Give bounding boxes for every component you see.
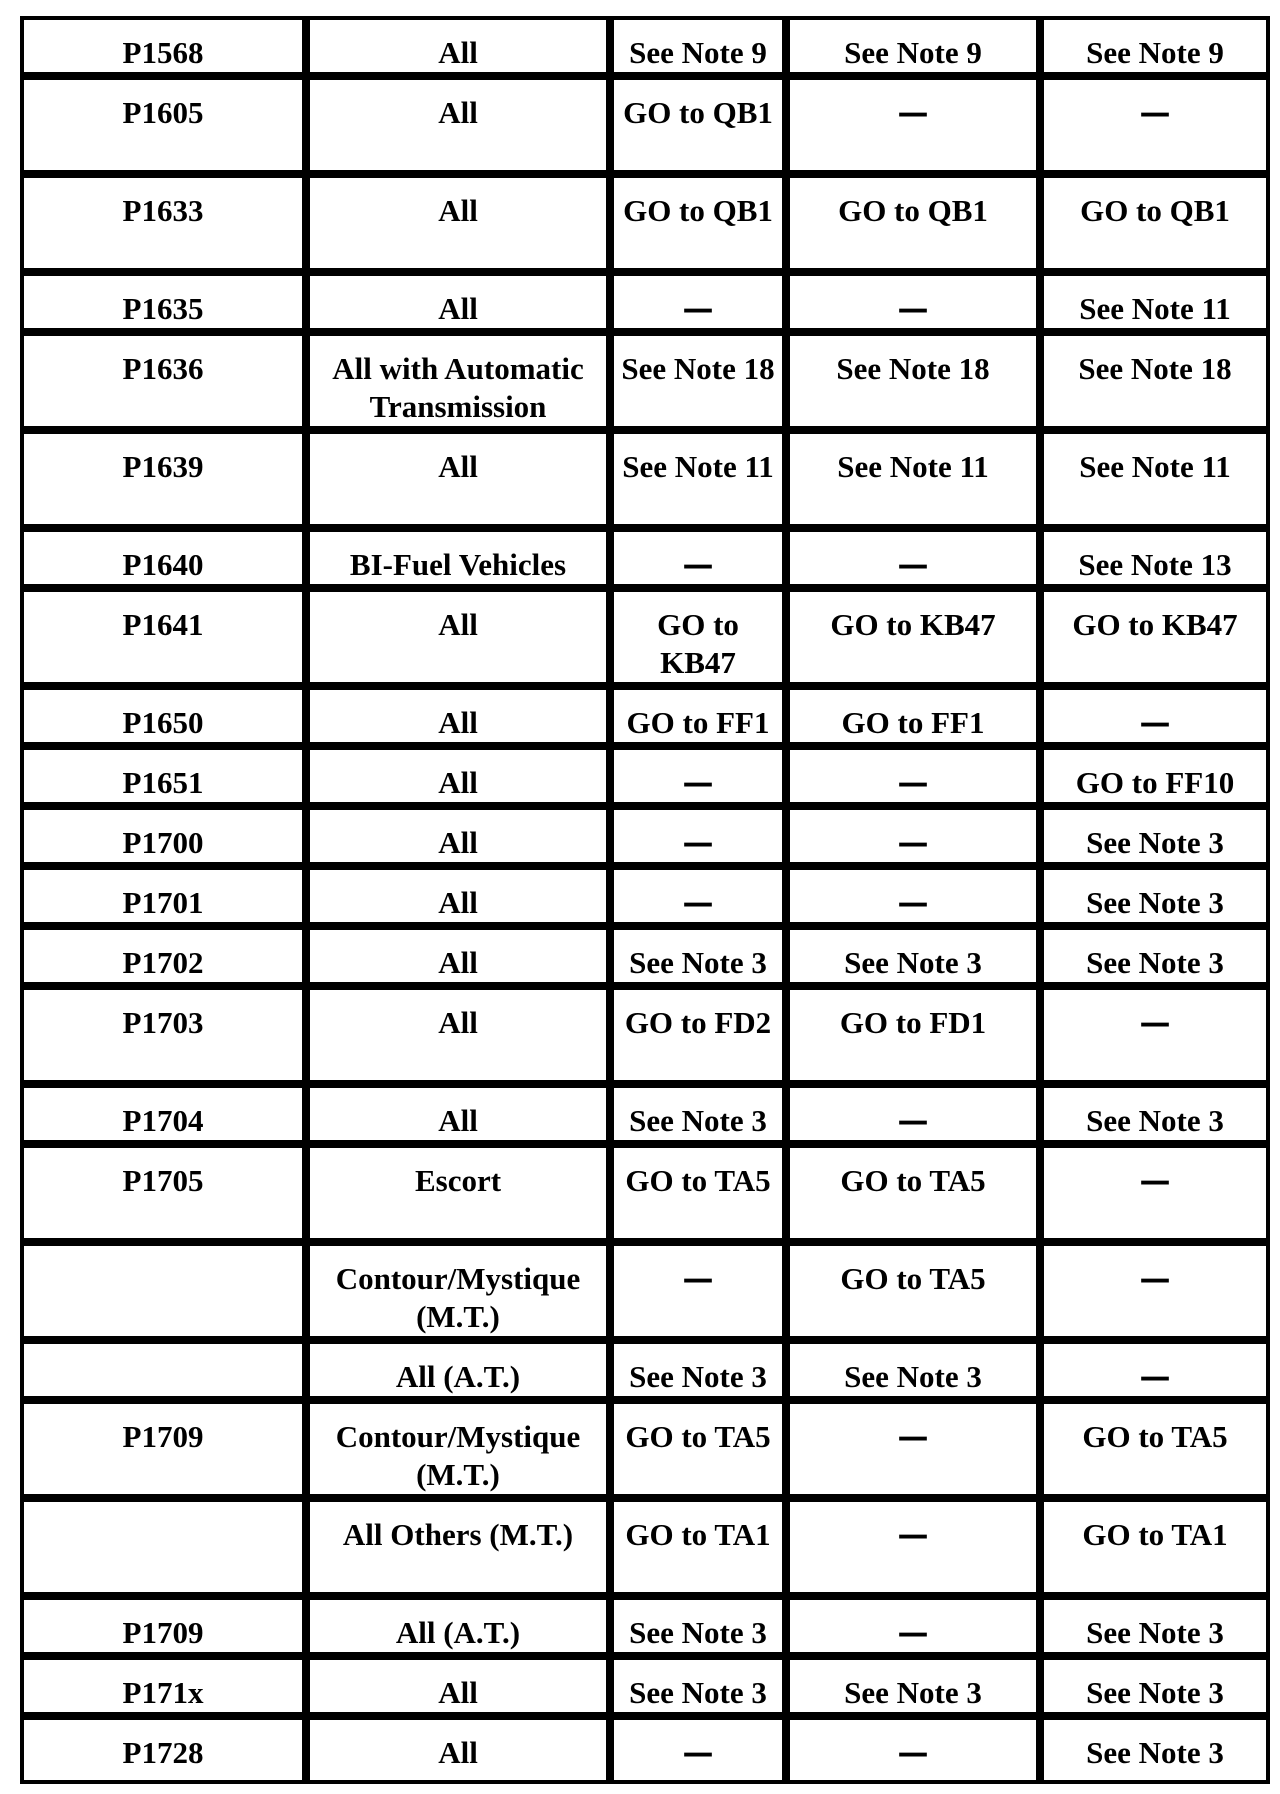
action-cell-3: — [614,810,790,870]
vehicle-cell: All Others (M.T.) [310,1502,614,1600]
vehicle-cell: Contour/Mystique (M.T.) [310,1246,614,1344]
action-cell-3: GO to QB1 [614,178,790,276]
action-cell-3: See Note 9 [614,20,790,80]
vehicle-cell: All [310,1088,614,1148]
dtc-code-cell: P1709 [24,1600,310,1660]
action-cell-4: See Note 3 [790,1660,1044,1720]
action-cell-5: See Note 3 [1044,810,1266,870]
vehicle-cell: All [310,810,614,870]
vehicle-cell: All [310,80,614,178]
action-cell-4: GO to TA5 [790,1148,1044,1246]
action-cell-5: See Note 11 [1044,276,1266,336]
action-cell-4: GO to TA5 [790,1246,1044,1344]
table-row [24,990,1266,1088]
action-cell-5: See Note 18 [1044,336,1266,434]
action-cell-5: See Note 3 [1044,930,1266,990]
vehicle-cell: All [310,434,614,532]
vehicle-cell: Escort [310,1148,614,1246]
action-cell-5: — [1044,690,1266,750]
vehicle-cell: All (A.T.) [310,1344,614,1404]
table-row [24,1344,1266,1404]
vehicle-cell: All [310,870,614,930]
action-cell-3: See Note 11 [614,434,790,532]
vehicle-cell: All with Automatic Transmission [310,336,614,434]
dtc-code-cell: P1636 [24,336,310,434]
dtc-code-cell: P1633 [24,178,310,276]
dtc-code-cell: P1641 [24,592,310,690]
action-cell-4: GO to FF1 [790,690,1044,750]
dtc-code-cell: P1728 [24,1720,310,1780]
dtc-code-cell: P1701 [24,870,310,930]
vehicle-cell: All [310,930,614,990]
vehicle-cell: All [310,750,614,810]
dtc-code-cell [24,1344,310,1404]
vehicle-cell: All [310,20,614,80]
action-cell-3: GO to QB1 [614,80,790,178]
action-cell-5: GO to FF10 [1044,750,1266,810]
table-row [24,1660,1266,1720]
dtc-code-cell: P1568 [24,20,310,80]
action-cell-4: — [790,1404,1044,1502]
action-cell-3: GO to FF1 [614,690,790,750]
action-cell-4: — [790,1088,1044,1148]
action-cell-5: See Note 9 [1044,20,1266,80]
dtc-code-cell: P1704 [24,1088,310,1148]
table-row [24,1502,1266,1600]
action-cell-4: GO to QB1 [790,178,1044,276]
vehicle-cell: All [310,592,614,690]
action-cell-5: See Note 3 [1044,870,1266,930]
action-cell-4: — [790,1720,1044,1780]
table-row [24,20,1266,80]
table-row [24,930,1266,990]
vehicle-cell: All [310,276,614,336]
action-cell-4: See Note 3 [790,930,1044,990]
vehicle-cell: All [310,690,614,750]
action-cell-3: See Note 3 [614,930,790,990]
action-cell-5: GO to TA1 [1044,1502,1266,1600]
table-row [24,1148,1266,1246]
dtc-code-cell: P1605 [24,80,310,178]
action-cell-3: GO to TA1 [614,1502,790,1600]
table-row [24,1720,1266,1780]
vehicle-cell: All (A.T.) [310,1600,614,1660]
action-cell-5: See Note 3 [1044,1660,1266,1720]
table-row [24,870,1266,930]
action-cell-4: — [790,532,1044,592]
action-cell-4: See Note 9 [790,20,1044,80]
dtc-code-cell: P1639 [24,434,310,532]
action-cell-3: — [614,1720,790,1780]
action-cell-5: See Note 11 [1044,434,1266,532]
action-cell-3: GO to KB47 [614,592,790,690]
action-cell-3: — [614,276,790,336]
action-cell-4: — [790,1502,1044,1600]
dtc-table [20,16,1270,1784]
dtc-code-cell: P1650 [24,690,310,750]
action-cell-3: See Note 3 [614,1088,790,1148]
action-cell-5: — [1044,990,1266,1088]
dtc-code-cell [24,1502,310,1600]
vehicle-cell: All [310,1660,614,1720]
action-cell-5: — [1044,1344,1266,1404]
dtc-code-cell: P1709 [24,1404,310,1502]
dtc-code-cell: P171x [24,1660,310,1720]
action-cell-5: — [1044,1148,1266,1246]
action-cell-4: — [790,1600,1044,1660]
action-cell-5: GO to QB1 [1044,178,1266,276]
table-row [24,1404,1266,1502]
table-row [24,178,1266,276]
table-row [24,1088,1266,1148]
dtc-code-cell [24,1246,310,1344]
action-cell-4: — [790,870,1044,930]
action-cell-5: See Note 13 [1044,532,1266,592]
action-cell-3: See Note 3 [614,1660,790,1720]
table-row [24,690,1266,750]
action-cell-4: GO to FD1 [790,990,1044,1088]
action-cell-3: — [614,532,790,592]
action-cell-4: — [790,276,1044,336]
action-cell-3: GO to TA5 [614,1148,790,1246]
table-row [24,592,1266,690]
table-row [24,810,1266,870]
action-cell-3: GO to TA5 [614,1404,790,1502]
action-cell-3: — [614,870,790,930]
action-cell-4: GO to KB47 [790,592,1044,690]
action-cell-4: See Note 11 [790,434,1044,532]
table-row [24,1600,1266,1660]
vehicle-cell: All [310,1720,614,1780]
action-cell-3: — [614,1246,790,1344]
table-row [24,276,1266,336]
dtc-code-cell: P1651 [24,750,310,810]
action-cell-3: — [614,750,790,810]
table-row [24,1246,1266,1344]
action-cell-3: See Note 3 [614,1344,790,1404]
action-cell-5: — [1044,1246,1266,1344]
action-cell-3: See Note 3 [614,1600,790,1660]
dtc-code-cell: P1635 [24,276,310,336]
action-cell-5: GO to TA5 [1044,1404,1266,1502]
action-cell-4: See Note 3 [790,1344,1044,1404]
dtc-code-cell: P1703 [24,990,310,1088]
action-cell-4: — [790,810,1044,870]
vehicle-cell: BI-Fuel Vehicles [310,532,614,592]
action-cell-5: See Note 3 [1044,1088,1266,1148]
action-cell-3: GO to FD2 [614,990,790,1088]
action-cell-4: See Note 18 [790,336,1044,434]
vehicle-cell: All [310,990,614,1088]
vehicle-cell: Contour/Mystique (M.T.) [310,1404,614,1502]
action-cell-5: See Note 3 [1044,1600,1266,1660]
dtc-code-cell: P1700 [24,810,310,870]
table-row [24,750,1266,810]
vehicle-cell: All [310,178,614,276]
action-cell-5: See Note 3 [1086,1735,1224,1770]
table-row [24,80,1266,178]
table-row [24,336,1266,434]
action-cell-3: See Note 18 [614,336,790,434]
dtc-code-cell: P1640 [24,532,310,592]
action-cell-5: — [1044,80,1266,178]
action-cell-4: — [790,750,1044,810]
action-cell-5: GO to KB47 [1044,592,1266,690]
table-row [24,532,1266,592]
dtc-code-cell: P1705 [24,1148,310,1246]
action-cell-4: — [790,80,1044,178]
dtc-code-cell: P1702 [24,930,310,990]
table-row [24,434,1266,532]
